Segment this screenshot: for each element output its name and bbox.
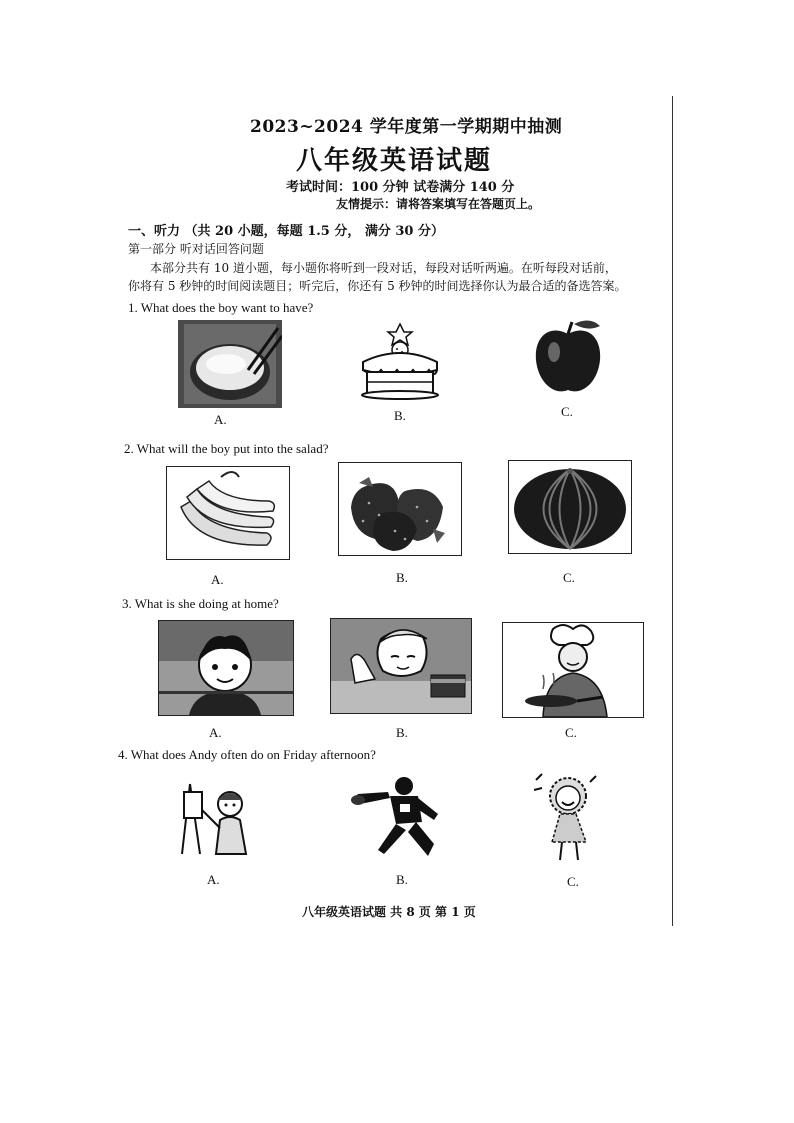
q3-option-a: A.: [209, 725, 222, 740]
woman-sleeping-image: [331, 619, 471, 713]
boy-reading-image: [159, 621, 293, 715]
q1-option-b: B.: [394, 408, 406, 423]
q1-option-a: A.: [214, 412, 227, 427]
year-title: 2023~2024 学年度第一学期期中抽测: [250, 117, 563, 137]
part-heading: 第一部分 听对话回答问题: [128, 242, 264, 256]
cake-image: [355, 322, 445, 400]
question-3: 3. What is she doing at home?: [122, 596, 279, 611]
apple-image: [530, 316, 606, 398]
question-2: 2. What will the boy put into the salad?: [124, 441, 329, 456]
strawberries-image: [339, 463, 461, 555]
bananas-image: [167, 467, 289, 559]
boy-painting-image: [180, 774, 254, 858]
question-4: 4. What does Andy often do on Friday afternoon?: [118, 747, 376, 762]
q2-frame-b: [338, 462, 462, 556]
page-footer: 八年级英语试题 共 8 页 第 1 页: [302, 905, 476, 919]
q3-frame-a: [158, 620, 294, 716]
q2-frame-c: [508, 460, 632, 554]
q2-option-a: A.: [211, 572, 224, 587]
q3-frame-b: [330, 618, 472, 714]
exam-info: 考试时间：100 分钟 试卷满分 140 分: [286, 180, 515, 195]
q4-option-b: B.: [396, 872, 408, 887]
section-heading: 一、听力 （共 20 小题，每题 1.5 分， 满分 30 分）: [128, 224, 445, 239]
q2-option-c: C.: [563, 570, 575, 585]
q2-option-b: B.: [396, 570, 408, 585]
q4-option-c: C.: [567, 874, 579, 889]
q3-option-c: C.: [565, 725, 577, 740]
watermelon-image: [509, 461, 631, 553]
exam-title: 八年级英语试题: [296, 146, 493, 176]
football-player-image: [350, 774, 446, 860]
q4-option-a: A.: [207, 872, 220, 887]
q3-option-b: B.: [396, 725, 408, 740]
question-1: 1. What does the boy want to have?: [128, 300, 314, 315]
friendly-tip: 友情提示：请将答案填写在答题页上。: [336, 197, 541, 211]
q2-frame-a: [166, 466, 290, 560]
q3-frame-c: [502, 622, 644, 718]
q1-option-c: C.: [561, 404, 573, 419]
binding-line: [672, 96, 673, 926]
instruction-line-2: 你将有 5 秒钟的时间阅读题目；听完后，你还有 5 秒钟的时间选择你认为最合适的备选答案。: [128, 279, 627, 293]
rice-bowl-image: [178, 320, 282, 408]
chef-cooking-image: [503, 623, 643, 717]
girl-singing-image: [532, 770, 604, 862]
instruction-line-1: 本部分共有 10 道小题，每小题你将听到一段对话，每段对话听两遍。在听每段对话前，: [150, 261, 617, 275]
